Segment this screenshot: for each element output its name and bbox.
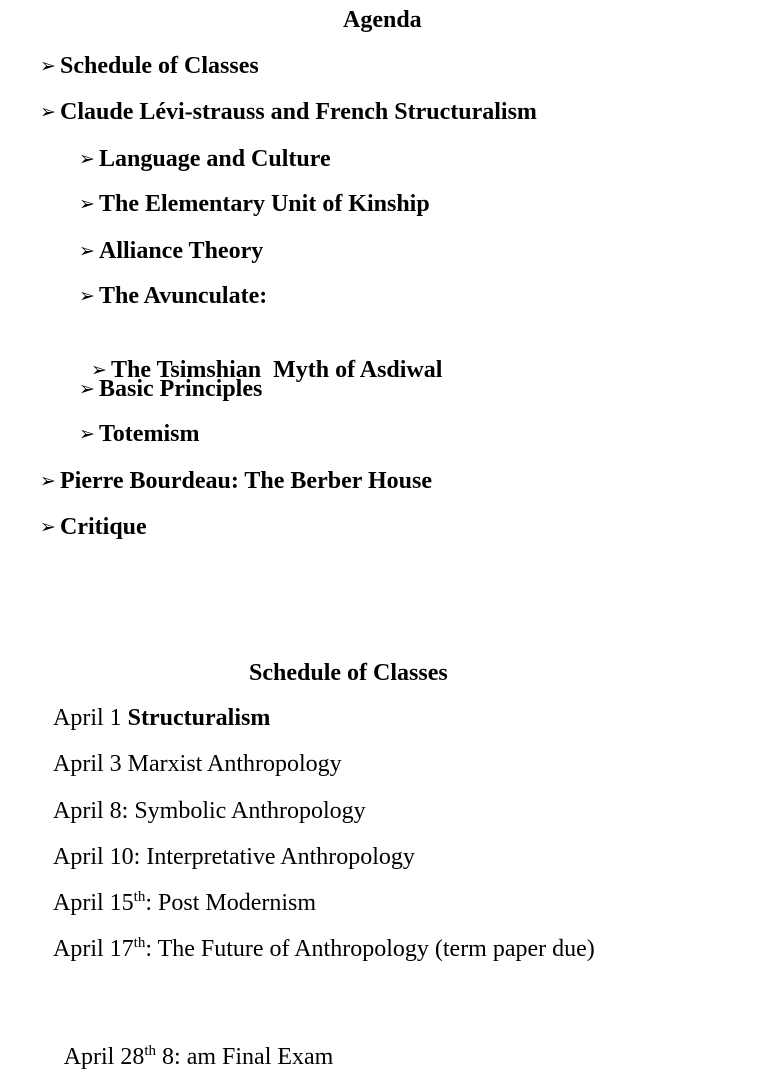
arrow-bullet-icon: ➢ bbox=[40, 516, 56, 538]
arrow-bullet-icon: ➢ bbox=[79, 148, 95, 170]
agenda-item-label: Schedule of Classes bbox=[60, 53, 259, 79]
schedule-topic: Structuralism bbox=[127, 705, 271, 731]
schedule-entry bbox=[53, 888, 653, 919]
agenda-subitem-language bbox=[79, 145, 331, 173]
agenda-item-critique bbox=[40, 513, 147, 541]
schedule-topic: : Post Modernism bbox=[145, 890, 317, 916]
arrow-bullet-icon: ➢ bbox=[40, 55, 56, 77]
schedule-entry bbox=[53, 703, 653, 734]
arrow-bullet-icon: ➢ bbox=[79, 193, 95, 215]
agenda-subitem-totemism bbox=[79, 420, 199, 448]
agenda-subitem-label: The Tsimshian Myth of Asdiwal bbox=[111, 357, 443, 383]
schedule-entry: April 8: Symbolic Anthropology bbox=[53, 798, 366, 824]
agenda-subitem-label: Totemism bbox=[99, 421, 200, 447]
agenda-subitem-kinship bbox=[79, 190, 430, 218]
schedule-date: April 17 bbox=[53, 936, 134, 962]
agenda-item-label: Critique bbox=[60, 514, 147, 540]
agenda-item-bourdeau bbox=[40, 467, 432, 495]
agenda-item-label: Pierre Bourdeau: The Berber House bbox=[60, 468, 432, 494]
schedule-entry bbox=[53, 934, 643, 965]
arrow-bullet-icon: ➢ bbox=[79, 240, 95, 262]
schedule-entry: April 3 Marxist Anthropology bbox=[53, 751, 342, 777]
schedule-date: April 15 bbox=[53, 890, 134, 916]
schedule-topic: 8: am Final Exam bbox=[156, 1044, 334, 1070]
arrow-bullet-icon: ➢ bbox=[79, 378, 95, 400]
schedule-entry: April 10: Interpretative Anthropology bbox=[53, 844, 415, 870]
agenda-item-schedule bbox=[40, 52, 259, 80]
arrow-bullet-icon: ➢ bbox=[40, 101, 56, 123]
arrow-bullet-icon: ➢ bbox=[79, 423, 95, 445]
agenda-subitem-label: The Elementary Unit of Kinship bbox=[99, 191, 430, 217]
arrow-bullet-icon: ➢ bbox=[40, 470, 56, 492]
agenda-subitem-principles bbox=[79, 375, 262, 403]
agenda-item-label: Claude Lévi-strauss and French Structuralism bbox=[60, 99, 537, 125]
schedule-title: Schedule of Classes bbox=[249, 660, 448, 686]
schedule-entry bbox=[53, 1011, 653, 1073]
agenda-item-levi-strauss bbox=[40, 98, 537, 126]
ordinal-suffix: th bbox=[144, 1043, 157, 1059]
agenda-subitem-label: Alliance Theory bbox=[99, 238, 264, 264]
arrow-bullet-icon: ➢ bbox=[79, 285, 95, 307]
agenda-subitem-avunculate bbox=[79, 282, 267, 310]
schedule-topic: : The Future of Anthropology (term paper due) bbox=[145, 936, 595, 962]
ordinal-suffix: th bbox=[133, 889, 146, 905]
schedule-date: April 1 bbox=[53, 705, 122, 731]
agenda-subitem-label: Language and Culture bbox=[99, 146, 331, 172]
ordinal-suffix: th bbox=[133, 935, 146, 951]
schedule-date: April 28 bbox=[63, 1044, 145, 1070]
agenda-subitem-alliance bbox=[79, 237, 263, 265]
agenda-subitem-label: The Avunculate: bbox=[99, 283, 268, 309]
agenda-title: Agenda bbox=[343, 7, 422, 33]
arrow-bullet-icon: ➢ bbox=[91, 359, 107, 381]
agenda-subitem-label: Basic Principles bbox=[99, 376, 263, 402]
